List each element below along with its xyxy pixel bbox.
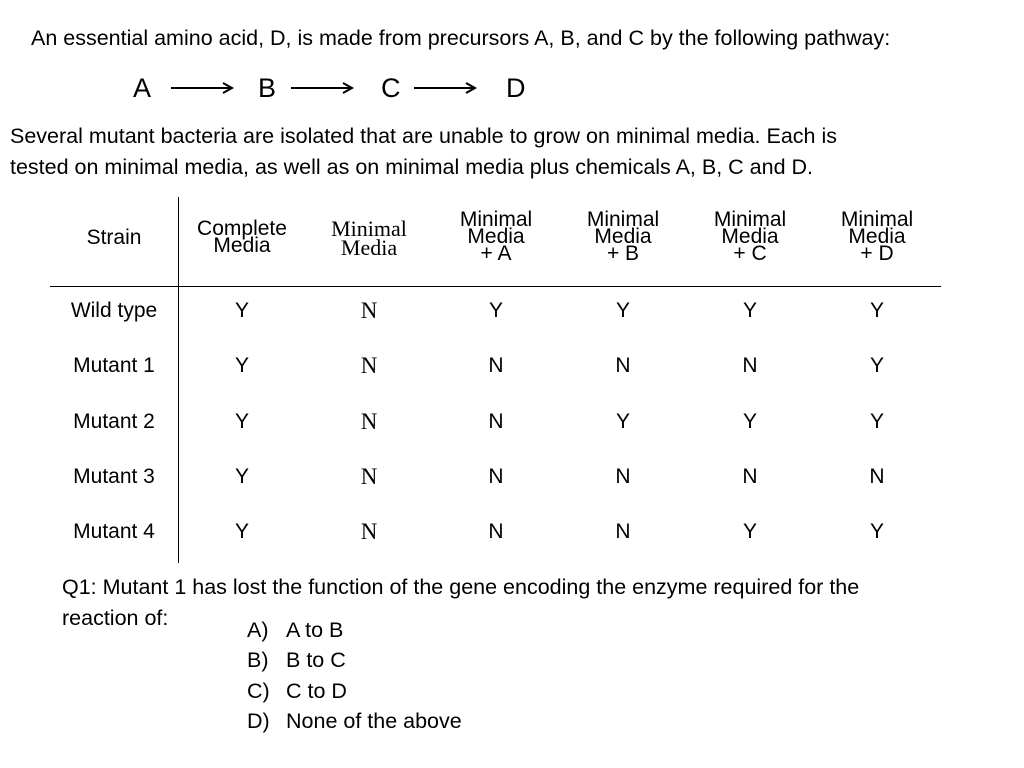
option-letter: C) bbox=[247, 679, 270, 703]
header-line: Media bbox=[721, 225, 779, 248]
header-line: Minimal bbox=[713, 208, 787, 231]
paragraph-line: tested on minimal media, as well as on minimal media plus chemicals A, B, C and D. bbox=[10, 155, 814, 179]
table-cell: N bbox=[360, 298, 378, 323]
header-line: + B bbox=[606, 242, 640, 265]
table-cell: Y bbox=[742, 520, 757, 543]
paragraph-line: Several mutant bacteria are isolated that are unable to grow on minimal media. Each is bbox=[10, 124, 837, 148]
question-text bbox=[62, 572, 859, 634]
option-text: C to D bbox=[286, 679, 347, 703]
row-label: Mutant 2 bbox=[73, 410, 155, 433]
table-cell: N bbox=[869, 465, 885, 488]
table-cell: Y bbox=[234, 465, 249, 488]
table-cell: N bbox=[360, 353, 378, 378]
header-line: Media bbox=[340, 235, 398, 260]
column-header-minimal-media bbox=[299, 216, 439, 260]
pathway-letter-c: C bbox=[381, 73, 401, 103]
table-cell: Y bbox=[742, 410, 757, 433]
table-horizontal-divider bbox=[50, 286, 941, 287]
option-letter: A) bbox=[247, 618, 269, 642]
pathway-arrow-1 bbox=[171, 80, 235, 96]
pathway-letter-a: A bbox=[133, 73, 152, 103]
header-line: Media bbox=[848, 225, 906, 248]
header-line: Minimal bbox=[331, 216, 407, 241]
row-label: Mutant 3 bbox=[73, 465, 155, 488]
table-cell: Y bbox=[234, 299, 249, 322]
table-cell: Y bbox=[234, 354, 249, 377]
intro-text: An essential amino acid, D, is made from precursors A, B, and C by the following pathway: bbox=[31, 26, 891, 50]
table-cell: N bbox=[488, 520, 504, 543]
header-line: + D bbox=[860, 242, 894, 265]
option-letter: B) bbox=[247, 648, 269, 672]
header-line: Minimal bbox=[459, 208, 533, 231]
column-header-minimal-media-b bbox=[553, 208, 693, 265]
pathway-letter-d: D bbox=[506, 73, 526, 103]
table-cell: N bbox=[488, 410, 504, 433]
option-text: B to C bbox=[286, 648, 346, 672]
question-line: Q1: Mutant 1 has lost the function of the gene encoding the enzyme required for the bbox=[62, 575, 860, 599]
header-line: Media bbox=[213, 234, 271, 257]
table-cell: N bbox=[360, 409, 378, 434]
table-cell: N bbox=[615, 520, 631, 543]
pathway-arrow-2 bbox=[291, 80, 355, 96]
table-cell: Y bbox=[615, 410, 630, 433]
table-cell: Y bbox=[869, 520, 884, 543]
table-cell: N bbox=[742, 354, 758, 377]
option-letter: D) bbox=[247, 709, 270, 733]
header-line: Minimal bbox=[840, 208, 914, 231]
option-text: None of the above bbox=[286, 709, 462, 733]
table-cell: N bbox=[488, 465, 504, 488]
row-label: Mutant 1 bbox=[73, 354, 155, 377]
table-cell: Y bbox=[869, 354, 884, 377]
column-header-minimal-media-a bbox=[426, 208, 566, 265]
header-line: Minimal bbox=[586, 208, 660, 231]
header-line: + C bbox=[733, 242, 767, 265]
pathway-arrow-3 bbox=[414, 80, 478, 96]
table-cell: N bbox=[360, 464, 378, 489]
column-header-minimal-media-c bbox=[680, 208, 820, 265]
column-header-complete-media bbox=[172, 217, 312, 257]
table-cell: N bbox=[360, 519, 378, 544]
table-cell: N bbox=[615, 465, 631, 488]
column-header-minimal-media-d bbox=[807, 208, 947, 265]
header-line: + A bbox=[480, 242, 512, 265]
table-cell: N bbox=[742, 465, 758, 488]
table-cell: Y bbox=[742, 299, 757, 322]
pathway-letter-b: B bbox=[258, 73, 277, 103]
table-cell: N bbox=[615, 354, 631, 377]
row-label: Mutant 4 bbox=[73, 520, 155, 543]
header-line: Complete bbox=[197, 217, 287, 240]
strain-header: Strain bbox=[86, 226, 142, 249]
table-cell: Y bbox=[869, 410, 884, 433]
row-label: Wild type bbox=[70, 299, 158, 322]
table-cell: Y bbox=[615, 299, 630, 322]
option-text: A to B bbox=[286, 618, 344, 642]
table-cell: N bbox=[488, 354, 504, 377]
header-line: Media bbox=[467, 225, 525, 248]
description-paragraph bbox=[10, 121, 837, 183]
header-line: Media bbox=[594, 225, 652, 248]
table-cell: Y bbox=[488, 299, 503, 322]
question-line: reaction of: bbox=[62, 606, 169, 630]
table-cell: Y bbox=[234, 410, 249, 433]
table-cell: Y bbox=[234, 520, 249, 543]
table-cell: Y bbox=[869, 299, 884, 322]
